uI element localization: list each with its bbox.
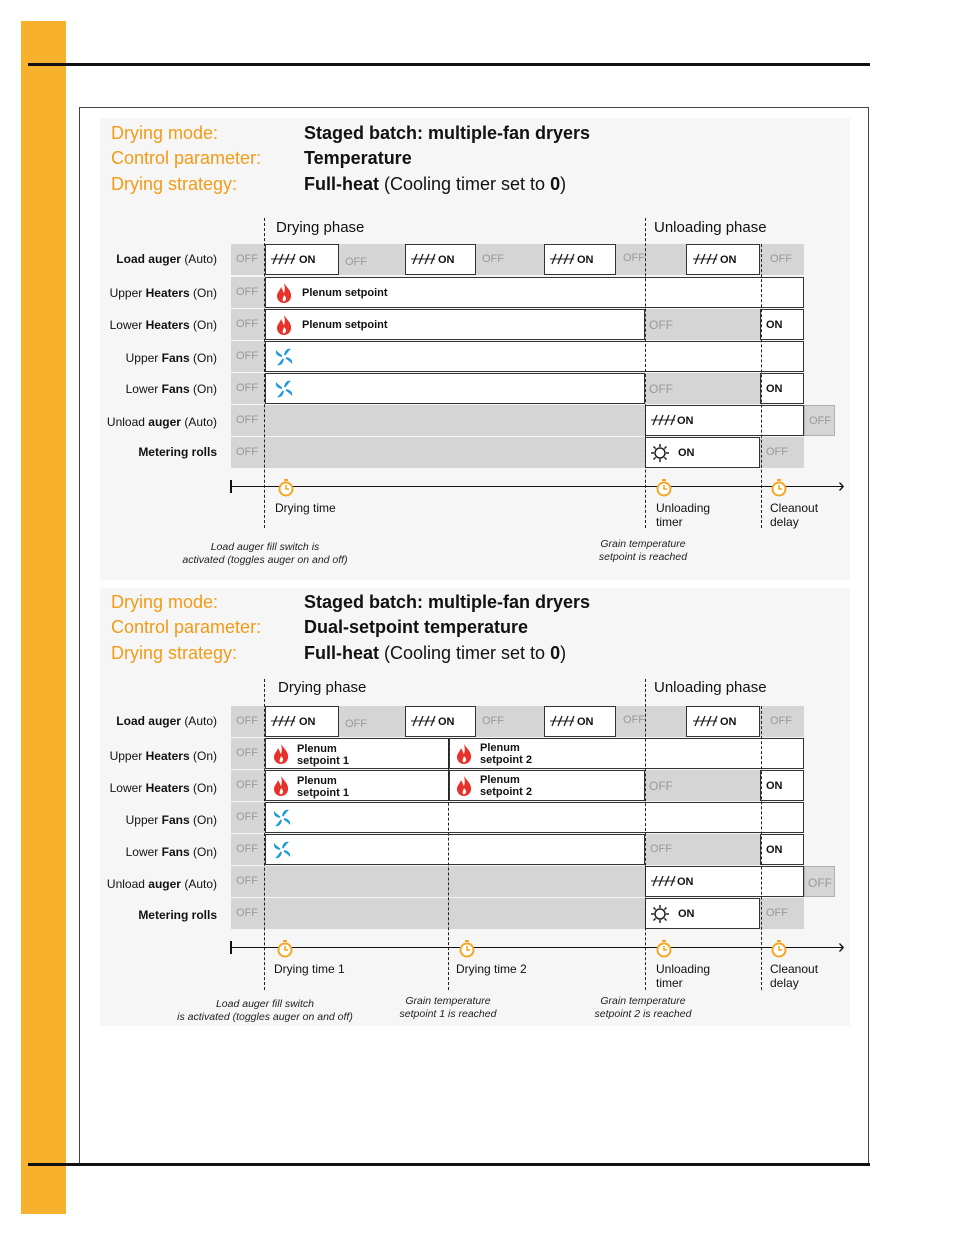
auger-icon (270, 715, 296, 730)
timeline-axis (231, 486, 843, 487)
state-off: OFF (231, 405, 645, 436)
state-off: OFF (231, 706, 265, 737)
phase-divider-setpoint-2 (448, 738, 449, 990)
state-off: OFF (231, 802, 265, 833)
heater-on-bar: Plenum setpoint (265, 309, 645, 340)
state-off: OFF (231, 738, 265, 769)
state-off: OFF (760, 898, 804, 929)
drying-phase-label: Drying phase (276, 219, 365, 236)
fan-icon (272, 808, 292, 831)
heater-setpoint-2-bar: Plenum setpoint 2 (449, 770, 645, 801)
row-label-load-auger: Load auger (Auto) (116, 714, 217, 728)
control-parameter-value: Temperature (304, 148, 412, 168)
state-off: OFF (231, 866, 645, 897)
row-label-upper-heaters: Upper Heaters (On) (109, 286, 217, 300)
phase-divider-unloading (645, 218, 646, 528)
flame-icon (275, 282, 293, 307)
fan-icon (274, 347, 294, 370)
state-off: OFF (645, 309, 760, 340)
fan-on-bar (265, 373, 645, 404)
drying-mode-value: Staged batch: multiple-fan dryers (304, 123, 591, 143)
auger-icon (270, 253, 296, 268)
state-off: OFF (616, 244, 686, 275)
bottom-rule (28, 1163, 870, 1166)
note-grain-temp-setpoint-2: Grain temperature setpoint 2 is reached (594, 995, 692, 1020)
note-grain-temp-setpoint-1: Grain temperature setpoint 1 is reached (399, 995, 497, 1020)
fan-icon (274, 379, 294, 402)
event-drying-time-2: Drying time 2 (456, 962, 527, 976)
row-label-unload-auger: Unload auger (Auto) (106, 877, 217, 891)
state-on: ON (405, 706, 476, 737)
state-off: OFF (645, 770, 760, 801)
page-sidebar-bar (21, 21, 66, 1214)
drying-strategy-value: Full-heat (Cooling timer set to 0) (304, 643, 567, 663)
timer-icon (656, 940, 672, 956)
row-label-metering-rolls: Metering rolls (138, 445, 217, 459)
state-off: OFF (804, 866, 835, 897)
auger-icon (410, 253, 436, 268)
state-off: OFF (231, 373, 265, 404)
control-parameter-value: Dual-setpoint temperature (304, 617, 529, 637)
state-off: OFF (339, 244, 405, 275)
row-label-lower-fans: Lower Fans (On) (125, 382, 217, 396)
fan-on-bar (265, 341, 804, 372)
drying-mode-label: Drying mode: (111, 123, 219, 143)
state-on: ON (760, 309, 804, 340)
control-parameter-label: Control parameter: (111, 148, 262, 168)
row-label-upper-fans: Upper Fans (On) (125, 351, 217, 365)
control-parameter-label: Control parameter: (111, 617, 262, 637)
drying-mode-label: Drying mode: (111, 592, 219, 612)
auger-icon (692, 715, 718, 730)
event-drying-time: Drying time (275, 501, 336, 515)
top-rule (28, 63, 870, 66)
row-label-lower-heaters: Lower Heaters (On) (109, 781, 217, 795)
state-on: ON (544, 706, 616, 737)
note-load-auger-switch: Load auger fill switch is activated (toggles auger on and off) (177, 998, 353, 1023)
timer-icon (278, 479, 294, 495)
event-unloading-timer: Unloading timer (656, 962, 711, 990)
state-off: OFF (760, 244, 804, 275)
row-label-metering-rolls: Metering rolls (138, 908, 217, 922)
flame-icon (272, 775, 290, 800)
state-off: OFF (231, 341, 265, 372)
state-on: ON (405, 244, 476, 275)
state-on: ON (760, 373, 804, 404)
state-off: OFF (760, 706, 804, 737)
note-load-auger-switch: Load auger fill switch is activated (toggles auger on and off) (182, 541, 348, 566)
auger-icon (650, 875, 676, 890)
event-drying-time-1: Drying time 1 (274, 962, 345, 976)
unloading-phase-label: Unloading phase (654, 219, 767, 236)
timer-icon (277, 940, 293, 956)
fan-icon (272, 840, 292, 863)
note-grain-temp-reached: Grain temperature setpoint is reached (598, 538, 688, 563)
flame-icon (455, 743, 473, 768)
state-off: OFF (645, 834, 760, 865)
state-off: OFF (760, 437, 804, 468)
state-off: OFF (231, 244, 265, 275)
event-cleanout-delay: Cleanout delay (770, 501, 819, 529)
state-on: ON (265, 706, 339, 737)
state-on: ON (645, 898, 760, 929)
fan-on-bar (265, 834, 645, 865)
row-label-lower-fans: Lower Fans (On) (125, 845, 217, 859)
phase-divider-start (264, 679, 265, 990)
event-cleanout-delay: Cleanout delay (770, 962, 819, 990)
auger-icon (549, 253, 575, 268)
event-unloading-timer: Unloading timer (656, 501, 711, 529)
fan-on-bar (265, 802, 804, 833)
phase-divider-unloading (645, 679, 646, 990)
auger-icon (650, 414, 676, 429)
state-on: ON (645, 405, 804, 436)
state-on: ON (686, 706, 760, 737)
timeline-start-tick (230, 941, 232, 954)
state-off: OFF (476, 244, 544, 275)
heater-setpoint-2-bar: Plenum setpoint 2 (449, 738, 804, 769)
drying-phase-label: Drying phase (278, 679, 367, 696)
state-off: OFF (231, 834, 265, 865)
heater-on-bar: Plenum setpoint (265, 277, 804, 308)
state-off: OFF (804, 405, 835, 436)
timeline-axis (231, 947, 843, 948)
phase-divider-start (264, 218, 265, 528)
timeline-start-tick (230, 480, 232, 493)
flame-icon (272, 743, 290, 768)
state-off: OFF (231, 437, 645, 468)
row-label-unload-auger: Unload auger (Auto) (106, 415, 217, 429)
timeline-arrow-icon: › (838, 475, 845, 497)
metering-roll-icon (651, 905, 669, 926)
drying-mode-value: Staged batch: multiple-fan dryers (304, 592, 591, 612)
heater-setpoint-1-bar: Plenum setpoint 1 (265, 738, 449, 769)
flame-icon (455, 775, 473, 800)
auger-icon (692, 253, 718, 268)
state-off: OFF (476, 706, 544, 737)
auger-icon (410, 715, 436, 730)
timer-icon (656, 479, 672, 495)
timer-icon (771, 940, 787, 956)
state-off: OFF (231, 898, 645, 929)
timeline-arrow-icon: › (838, 936, 845, 958)
state-on: ON (544, 244, 616, 275)
state-off: OFF (616, 706, 686, 737)
flame-icon (275, 314, 293, 339)
row-label-lower-heaters: Lower Heaters (On) (109, 318, 217, 332)
state-off: OFF (645, 373, 760, 404)
drying-strategy-value: Full-heat (Cooling timer set to 0) (304, 174, 567, 194)
state-on: ON (265, 244, 339, 275)
drying-strategy-label: Drying strategy: (111, 643, 238, 663)
state-on: ON (760, 770, 804, 801)
unloading-phase-label: Unloading phase (654, 679, 767, 696)
metering-roll-icon (651, 444, 669, 465)
timer-icon (771, 479, 787, 495)
row-label-upper-heaters: Upper Heaters (On) (109, 749, 217, 763)
state-off: OFF (231, 770, 265, 801)
timer-icon (459, 940, 475, 956)
state-on: ON (686, 244, 760, 275)
state-off: OFF (339, 706, 405, 737)
state-on: ON (645, 437, 760, 468)
state-off: OFF (231, 309, 265, 340)
state-off: OFF (231, 277, 265, 308)
auger-icon (549, 715, 575, 730)
heater-setpoint-1-bar: Plenum setpoint 1 (265, 770, 449, 801)
drying-strategy-label: Drying strategy: (111, 174, 238, 194)
state-on: ON (760, 834, 804, 865)
state-on: ON (645, 866, 804, 897)
row-label-upper-fans: Upper Fans (On) (125, 813, 217, 827)
row-label-load-auger: Load auger (Auto) (116, 252, 217, 266)
